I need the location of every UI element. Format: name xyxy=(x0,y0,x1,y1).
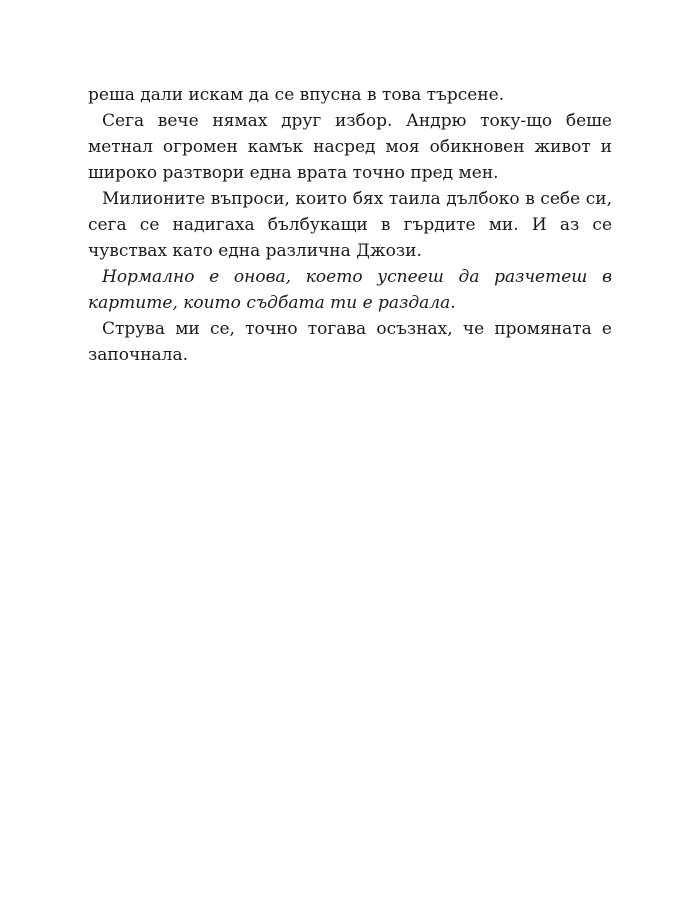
paragraph-continuation: реша дали искам да се впусна в това търсене. xyxy=(88,85,505,105)
paragraph-change-began: Струва ми се, точно тогава осъзнах, че промяната е започнала. xyxy=(88,319,612,365)
paragraph-italic-quote: Нормално е онова, което успееш да разчетеш в картите, които съдбата ти е раздала. xyxy=(88,267,612,313)
book-page xyxy=(88,82,612,368)
paragraph-questions: Милионите въпроси, които бях таила дълбоко в себе си, сега се надигаха бълбукащи в гърдите ми. И аз се чувствах като една различна Джози. xyxy=(88,189,612,261)
paragraph-no-choice: Сега вече нямах друг избор. Андрю току-що беше метнал огромен камък насред моя обикновен живот и широко разтвори една врата точно пред мен. xyxy=(88,111,612,183)
